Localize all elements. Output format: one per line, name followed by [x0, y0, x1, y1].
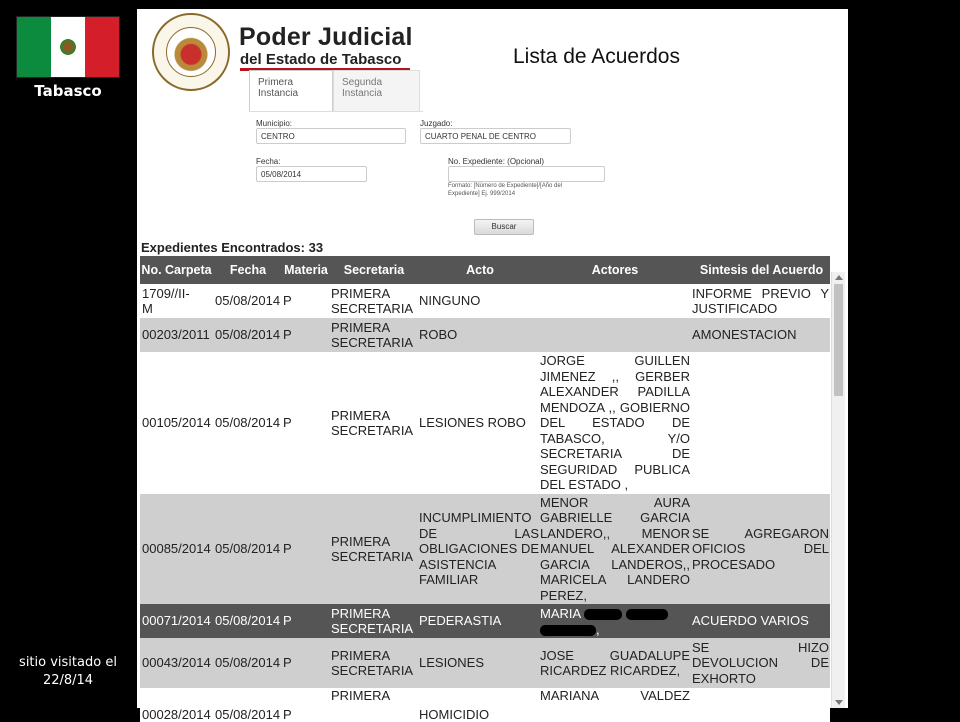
cell-fecha: 05/08/2014	[215, 613, 281, 629]
state-label: Tabasco	[34, 82, 102, 100]
cell-fecha: 05/08/2014	[215, 293, 281, 309]
column-header-sintesis: Sintesis del Acuerdo	[699, 263, 824, 277]
buscar-button[interactable]: Buscar	[474, 219, 534, 235]
municipio-label: Municipio:	[256, 119, 293, 128]
cell-carpeta: 00203/2011	[142, 327, 210, 343]
cell-actores: MARIA ,	[540, 604, 690, 638]
cell-fecha: 05/08/2014	[215, 327, 281, 343]
redaction-mark	[626, 609, 668, 620]
cell-acto-text: INCUMPLIMIENTO DE LAS OBLIGACIONES DE ASISTENCIA FAMILIAR	[419, 510, 539, 588]
table-row-selected[interactable]	[140, 604, 830, 638]
cell-carpeta: 1709//II-M	[142, 285, 190, 316]
column-header-fecha: Fecha	[229, 263, 267, 277]
cell-secretaria: PRIMERA SECRETARIA	[331, 407, 414, 438]
cell-acto: PEDERASTIA	[419, 613, 502, 629]
municipio-select[interactable]: CENTRO	[256, 128, 406, 144]
table-row[interactable]	[140, 318, 830, 352]
cell-acto: NINGUNO	[419, 293, 481, 309]
scrollbar-thumb[interactable]	[834, 284, 843, 396]
cell-sintesis: ACUERDO VARIOS	[692, 613, 809, 629]
cell-carpeta: 00043/2014	[142, 655, 211, 671]
cell-fecha: 05/08/2014	[215, 541, 281, 557]
expediente-label: No. Expediente: (Opcional)	[448, 157, 545, 166]
cell-secretaria: PRIMERA SECRETARIA	[331, 533, 414, 564]
cell-materia: P	[283, 613, 292, 629]
results-table-body	[140, 284, 830, 722]
cell-carpeta: 00105/2014	[142, 415, 211, 431]
tab-divider	[249, 111, 423, 112]
cell-sintesis	[692, 638, 829, 688]
cell-actores-text: JOSE GUADALUPE RICARDEZ RICARDEZ,	[540, 647, 690, 678]
results-count: Expedientes Encontrados: 33	[141, 240, 324, 255]
cell-secretaria: PRIMERA SECRETARIA	[331, 647, 414, 678]
column-header-actores: Actores	[591, 263, 639, 277]
visited-date-caption: sitio visitado el 22/8/14	[19, 655, 117, 688]
page-title: Lista de Acuerdos	[513, 45, 680, 68]
fecha-input[interactable]: 05/08/2014	[256, 166, 367, 182]
cell-actores-text: JORGE GUILLEN JIMENEZ ,, GERBER ALEXANDER PADILLA MENDOZA ,, GOBIERNO DEL ESTADO DE TABASCO, Y/O SECRETARIA DE SEGURIDAD PUBLICA DEL ESTADO ,	[540, 353, 690, 493]
cell-materia: P	[283, 706, 292, 722]
fecha-label: Fecha:	[256, 157, 281, 166]
cell-carpeta: 00071/2014	[142, 613, 211, 629]
cell-actores-text: MARIA	[540, 606, 581, 621]
cell-sintesis	[692, 352, 829, 494]
cell-materia: P	[283, 415, 292, 431]
expediente-input[interactable]	[448, 166, 605, 182]
redaction-mark	[540, 625, 596, 636]
scroll-down-arrow-icon[interactable]	[835, 700, 843, 705]
site-title: Poder Judicial	[239, 23, 413, 51]
tab-primera-instancia[interactable]: Primera Instancia	[249, 70, 333, 112]
cell-carpeta: 00028/2014	[142, 706, 211, 722]
table-row[interactable]	[140, 284, 830, 318]
column-header-secretaria: Secretaria	[343, 263, 405, 277]
table-row[interactable]	[140, 638, 830, 688]
poder-judicial-seal-icon	[152, 13, 230, 91]
cell-fecha: 05/08/2014	[215, 706, 281, 722]
cell-secretaria: PRIMERA SECRETARIA	[331, 605, 414, 636]
cell-actores-text: MARIANA VALDEZ	[540, 688, 690, 703]
cell-sintesis	[692, 688, 829, 722]
cell-secretaria: PRIMERA SECRETARIA	[331, 319, 414, 350]
tab-segunda-instancia[interactable]: Segunda Instancia	[333, 70, 420, 112]
eagle-emblem-icon	[58, 37, 78, 57]
column-header-carpeta: No. Carpeta	[141, 263, 212, 277]
cell-carpeta: 00085/2014	[142, 541, 211, 557]
table-scrollbar[interactable]	[831, 272, 845, 708]
cell-materia: P	[283, 327, 292, 343]
table-row[interactable]	[140, 494, 830, 604]
column-header-acto: Acto	[466, 263, 494, 277]
cell-materia: P	[283, 293, 292, 309]
mexico-flag-icon	[16, 16, 120, 78]
cell-acto: ROBO	[419, 327, 458, 343]
site-subtitle: del Estado de Tabasco	[240, 51, 402, 68]
website-screenshot	[137, 9, 848, 722]
redaction-mark	[584, 609, 622, 620]
cell-materia: P	[283, 541, 292, 557]
cell-actores	[540, 688, 690, 722]
cell-actores	[540, 352, 690, 494]
results-table-header	[140, 256, 830, 284]
table-row[interactable]	[140, 352, 830, 494]
table-row[interactable]	[140, 688, 830, 722]
cell-actores	[540, 638, 690, 688]
cell-actores	[540, 284, 690, 318]
cell-sintesis-text: INFORME PREVIO Y JUSTIFICADO	[692, 285, 829, 316]
cell-fecha: 05/08/2014	[215, 415, 281, 431]
cell-sintesis	[692, 494, 829, 604]
cell-acto: HOMICIDIO	[419, 706, 490, 722]
juzgado-label: Juzgado:	[420, 119, 453, 128]
cell-actores	[540, 318, 690, 352]
cell-secretaria: PRIMERA SECRETARIA	[331, 285, 414, 316]
cell-actores	[540, 494, 690, 604]
instance-tabs	[249, 70, 420, 112]
scroll-up-arrow-icon[interactable]	[835, 275, 843, 280]
column-header-materia: Materia	[284, 263, 328, 277]
cell-acto: LESIONES ROBO	[419, 415, 526, 431]
cell-acto	[419, 494, 539, 604]
cell-fecha: 05/08/2014	[215, 655, 281, 671]
juzgado-select[interactable]: CUARTO PENAL DE CENTRO	[420, 128, 571, 144]
cell-sintesis: AMONESTACION	[692, 327, 797, 343]
cell-materia: P	[283, 655, 292, 671]
cell-actores-text: MENOR AURA GABRIELLE GARCIA LANDERO,, MENOR MANUEL ALEXANDER GARCIA LANDEROS,, MARICELA LANDERO PEREZ,	[540, 494, 690, 603]
cell-sintesis	[692, 284, 829, 318]
cell-acto: LESIONES	[419, 655, 485, 671]
cell-sintesis-text: SE HIZO DEVOLUCION DE EXHORTO	[692, 639, 829, 686]
cell-sintesis-text: SE AGREGARON OFICIOS DEL PROCESADO	[692, 525, 829, 572]
cell-secretaria: PRIMERA	[331, 688, 391, 703]
expediente-format-hint: Formato: [Número de Expediente]/[Año del Expediente] Ej. 999/2014	[448, 183, 563, 197]
